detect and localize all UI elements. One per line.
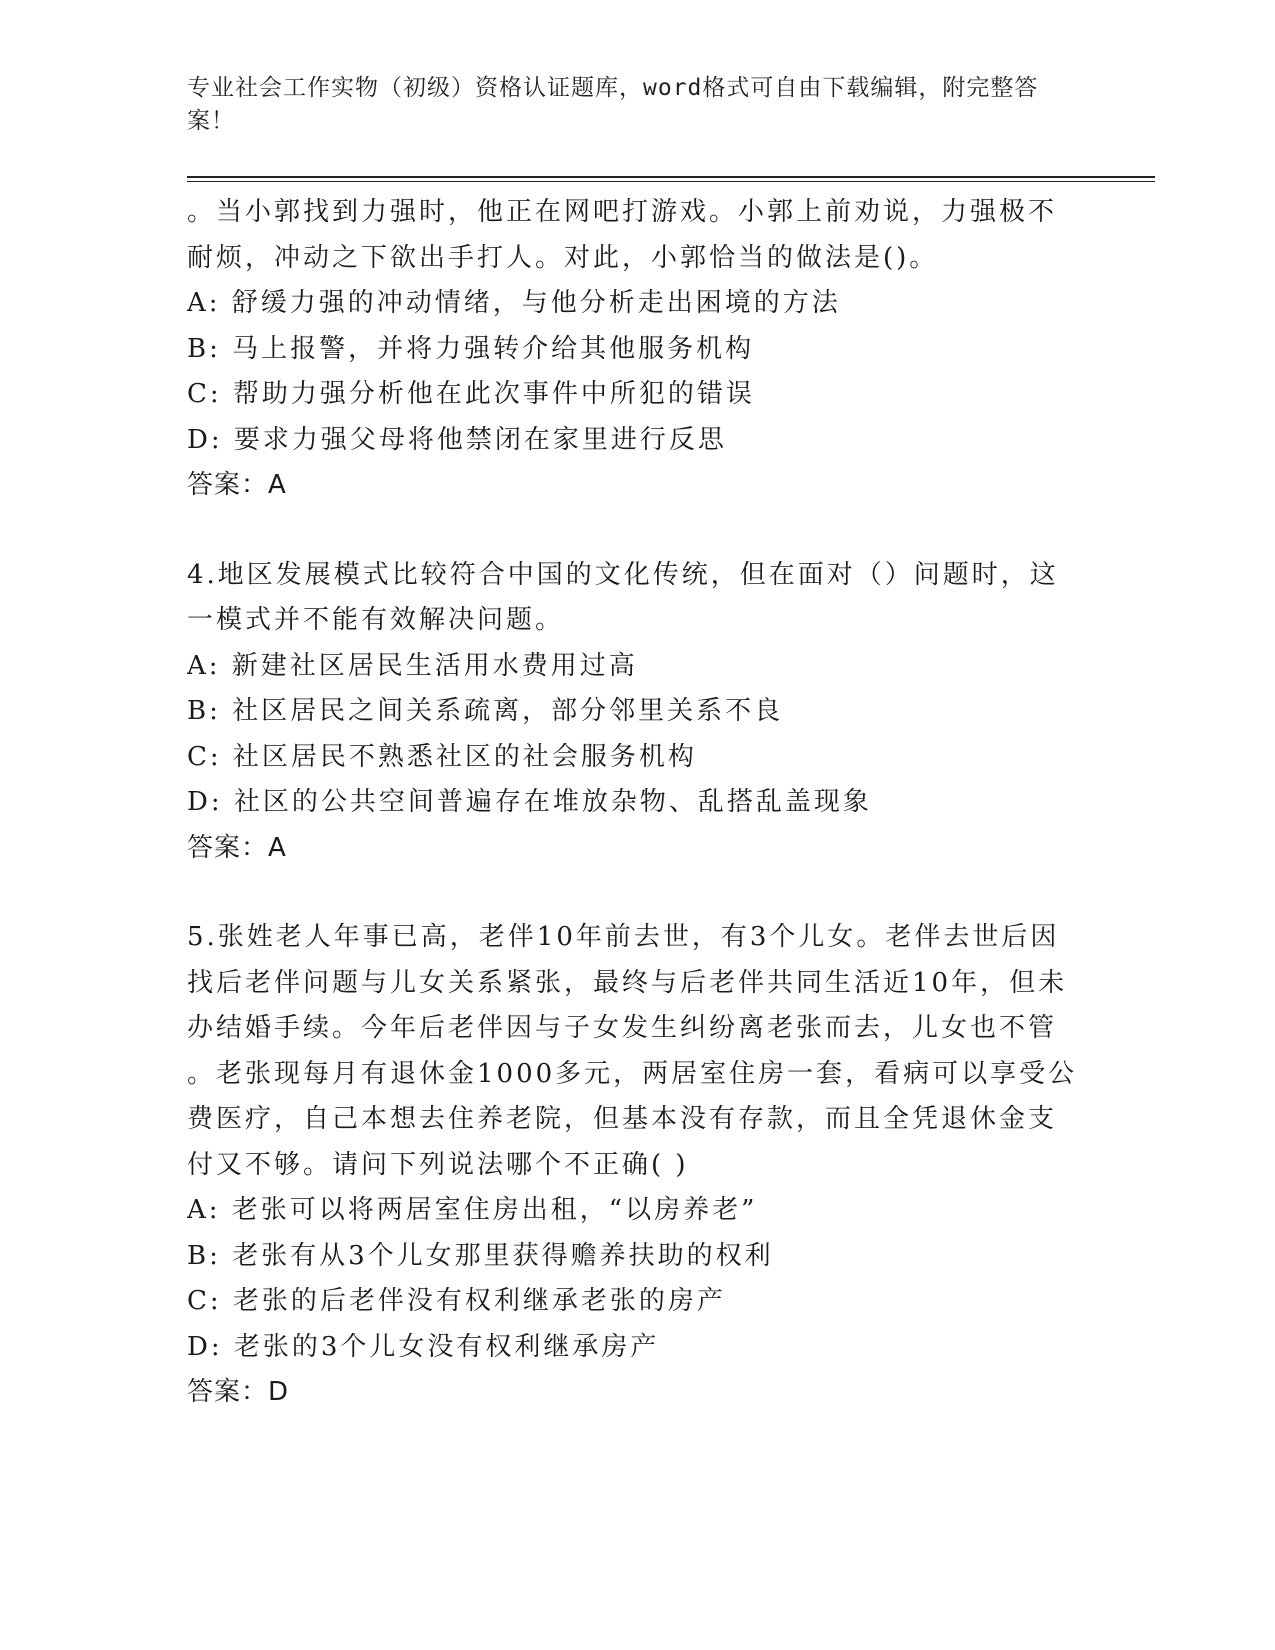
question-text-line: 。老张现每月有退休金1000多元，两居室住房一套，看病可以享受公 xyxy=(187,1058,1078,1089)
question-text-line: 耐烦，冲动之下欲出手打人。对此，小郭恰当的做法是()。 xyxy=(187,242,939,273)
option-c: C: 帮助力强分析他在此次事件中所犯的错误 xyxy=(187,379,755,409)
option-a: A: 老张可以将两居室住房出租，“以房养老” xyxy=(187,1195,758,1225)
option-a: A: 舒缓力强的冲动情绪，与他分析走出困境的方法 xyxy=(187,288,841,318)
question-3 xyxy=(187,190,1087,509)
spacer xyxy=(187,509,1087,553)
option-a: A: 新建社区居民生活用水费用过高 xyxy=(187,650,638,681)
question-text-line: 4.地区发展模式比较符合中国的文化传统，但在面对（）问题时，这 xyxy=(187,559,1059,590)
option-d: D: 要求力强父母将他禁闭在家里进行反思 xyxy=(187,424,727,455)
question-text-line: 找后老伴问题与儿女关系紧张，最终与后老伴共同生活近10年，但未 xyxy=(187,967,1068,998)
question-text-line: 5.张姓老人年事已高，老伴10年前去世，有3个儿女。老伴去世后因 xyxy=(187,922,1060,952)
option-b: B: 老张有从3个儿女那里获得赡养扶助的权利 xyxy=(187,1240,774,1271)
option-d: D: 老张的3个儿女没有权利继承房产 xyxy=(187,1331,660,1362)
question-text-line: 。当小郭找到力强时，他正在网吧打游戏。小郭上前劝说，力强极不 xyxy=(187,197,1058,227)
document-header xyxy=(187,72,1087,138)
header-divider-thick xyxy=(187,176,1155,178)
option-c: C: 社区居民不熟悉社区的社会服务机构 xyxy=(187,741,697,772)
answer-label: 答案：A xyxy=(187,832,287,863)
option-c: C: 老张的后老伴没有权利继承老张的房产 xyxy=(187,1286,726,1316)
spacer xyxy=(187,871,1087,915)
option-b: B: 社区居民之间关系疏离，部分邻里关系不良 xyxy=(187,696,784,726)
answer-label: 答案：D xyxy=(187,1377,290,1407)
header-line-2: 案！ xyxy=(187,108,235,134)
header-divider-thin xyxy=(187,181,1155,182)
question-5 xyxy=(187,915,1087,1416)
question-text-line: 费医疗，自己本想去住养老院，但基本没有存款，而且全凭退休金支 xyxy=(187,1104,1058,1134)
question-text-line: 办结婚手续。今年后老伴因与子女发生纠纷离老张而去，儿女也不管 xyxy=(187,1013,1058,1043)
option-d: D: 社区的公共空间普遍存在堆放杂物、乱搭乱盖现象 xyxy=(187,787,872,817)
question-text-line: 一模式并不能有效解决问题。 xyxy=(187,605,565,635)
document-body xyxy=(187,190,1087,1416)
question-4 xyxy=(187,553,1087,872)
option-b: B: 马上报警，并将力强转介给其他服务机构 xyxy=(187,333,755,364)
header-line-1: 专业社会工作实物（初级）资格认证题库，word格式可自由下载编辑，附完整答 xyxy=(187,75,1039,101)
answer-label: 答案：A xyxy=(187,470,287,500)
question-text-line: 付又不够。请问下列说法哪个不正确( ) xyxy=(187,1149,689,1180)
